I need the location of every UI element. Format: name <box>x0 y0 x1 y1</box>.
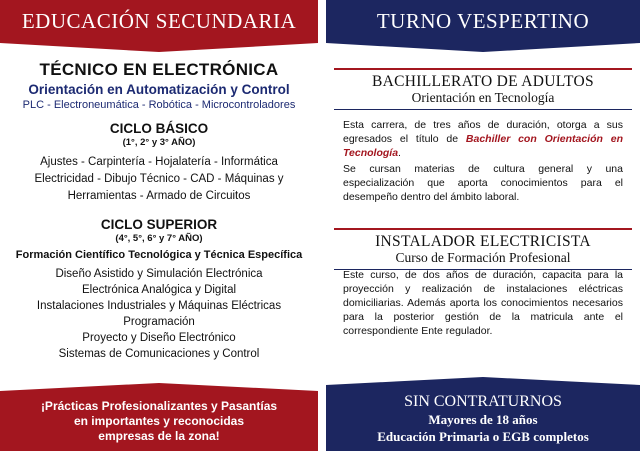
technician-program <box>0 58 318 362</box>
list-item: Herramientas - Armado de Circuitos <box>67 190 251 202</box>
instalador-subtitle: Curso de Formación Profesional <box>395 250 571 265</box>
left-banner-title-text: EDUCACIÓN SECUNDARIA <box>21 9 297 33</box>
list-item: Ajustes - Carpintería - Hojalatería - Informática <box>40 156 278 168</box>
list-item: Proyecto y Diseño Electrónico <box>82 332 236 344</box>
bachillerato-text: Esta carrera, de tres años de duración, otorga a sus egresados el título de <box>343 119 623 145</box>
bachillerato-title: BACHILLERATO DE ADULTOS <box>372 73 594 90</box>
list-item: Programación <box>123 316 195 328</box>
bachillerato-paragraph-1 <box>343 118 623 160</box>
sin-contraturnos-title: SIN CONTRATURNOS <box>404 392 562 410</box>
left-banner-title <box>0 0 318 43</box>
practicas-banner <box>0 391 318 451</box>
ciclo-basico-title: CICLO BÁSICO <box>109 121 209 136</box>
list-item: Diseño Asistido y Simulación Electrónica <box>55 268 263 280</box>
section-rule <box>334 228 632 230</box>
requirement-education: Educación Primaria o EGB completos <box>377 428 589 444</box>
requirement-age: Mayores de 18 años <box>428 411 538 427</box>
instalador-paragraph: Este curso, de dos años de duración, capacita para la proyección y realización de instalaciones eléctricas domiciliarias. Además aporta los conocimientos necesarios para la posterior gestión de la matricula ante el correspondiente Ente regulador. <box>343 269 623 337</box>
program-tags: PLC - Electroneumática - Robótica - Microcontroladores <box>22 99 296 111</box>
ciclo-basico-years: (1°, 2° y 3° AÑO) <box>122 137 196 148</box>
program-orientation: Orientación en Automatización y Control <box>28 82 290 97</box>
right-banner-title <box>326 0 640 43</box>
ciclo-superior-title: CICLO SUPERIOR <box>100 217 218 232</box>
practicas-line: ¡Prácticas Profesionalizantes y Pasantías <box>40 398 278 413</box>
instalador-title: INSTALADOR ELECTRICISTA <box>375 233 591 250</box>
list-item: Instalaciones Industriales y Máquinas Eléctricas <box>36 300 282 312</box>
list-item: Electricidad - Dibujo Técnico - CAD - Máquinas y <box>34 173 284 185</box>
right-banner-title-text: TURNO VESPERTINO <box>376 9 590 33</box>
bachillerato-degree: Bachiller con Orientación en Tecnología <box>343 133 623 159</box>
bachillerato-header <box>334 68 632 110</box>
program-heading: TÉCNICO EN ELECTRÓNICA <box>39 60 279 79</box>
practicas-line: empresas de la zona! <box>98 428 220 443</box>
section-underline <box>334 109 632 110</box>
ciclo-superior-years: (4°, 5°, 6° y 7° AÑO) <box>115 233 203 244</box>
bachillerato-paragraph-2: Se cursan materias de cultura general y una especialización que aporta conocimientos para el desempeño dentro del ámbito laboral. <box>343 163 623 203</box>
instalador-header <box>334 228 632 270</box>
ciclo-superior-formacion: Formación Científico Tecnológica y Técnica Específica <box>15 249 303 261</box>
section-rule <box>334 68 632 70</box>
sin-contraturnos-banner <box>326 385 640 451</box>
list-item: Electrónica Analógica y Digital <box>81 284 237 296</box>
bachillerato-text-end: . <box>398 147 401 159</box>
ciclo-superior-list <box>0 266 318 362</box>
bachillerato-subtitle: Orientación en Tecnología <box>411 90 555 105</box>
practicas-line: en importantes y reconocidas <box>73 413 245 428</box>
ciclo-basico-list <box>0 154 318 205</box>
list-item: Sistemas de Comunicaciones y Control <box>58 348 260 360</box>
